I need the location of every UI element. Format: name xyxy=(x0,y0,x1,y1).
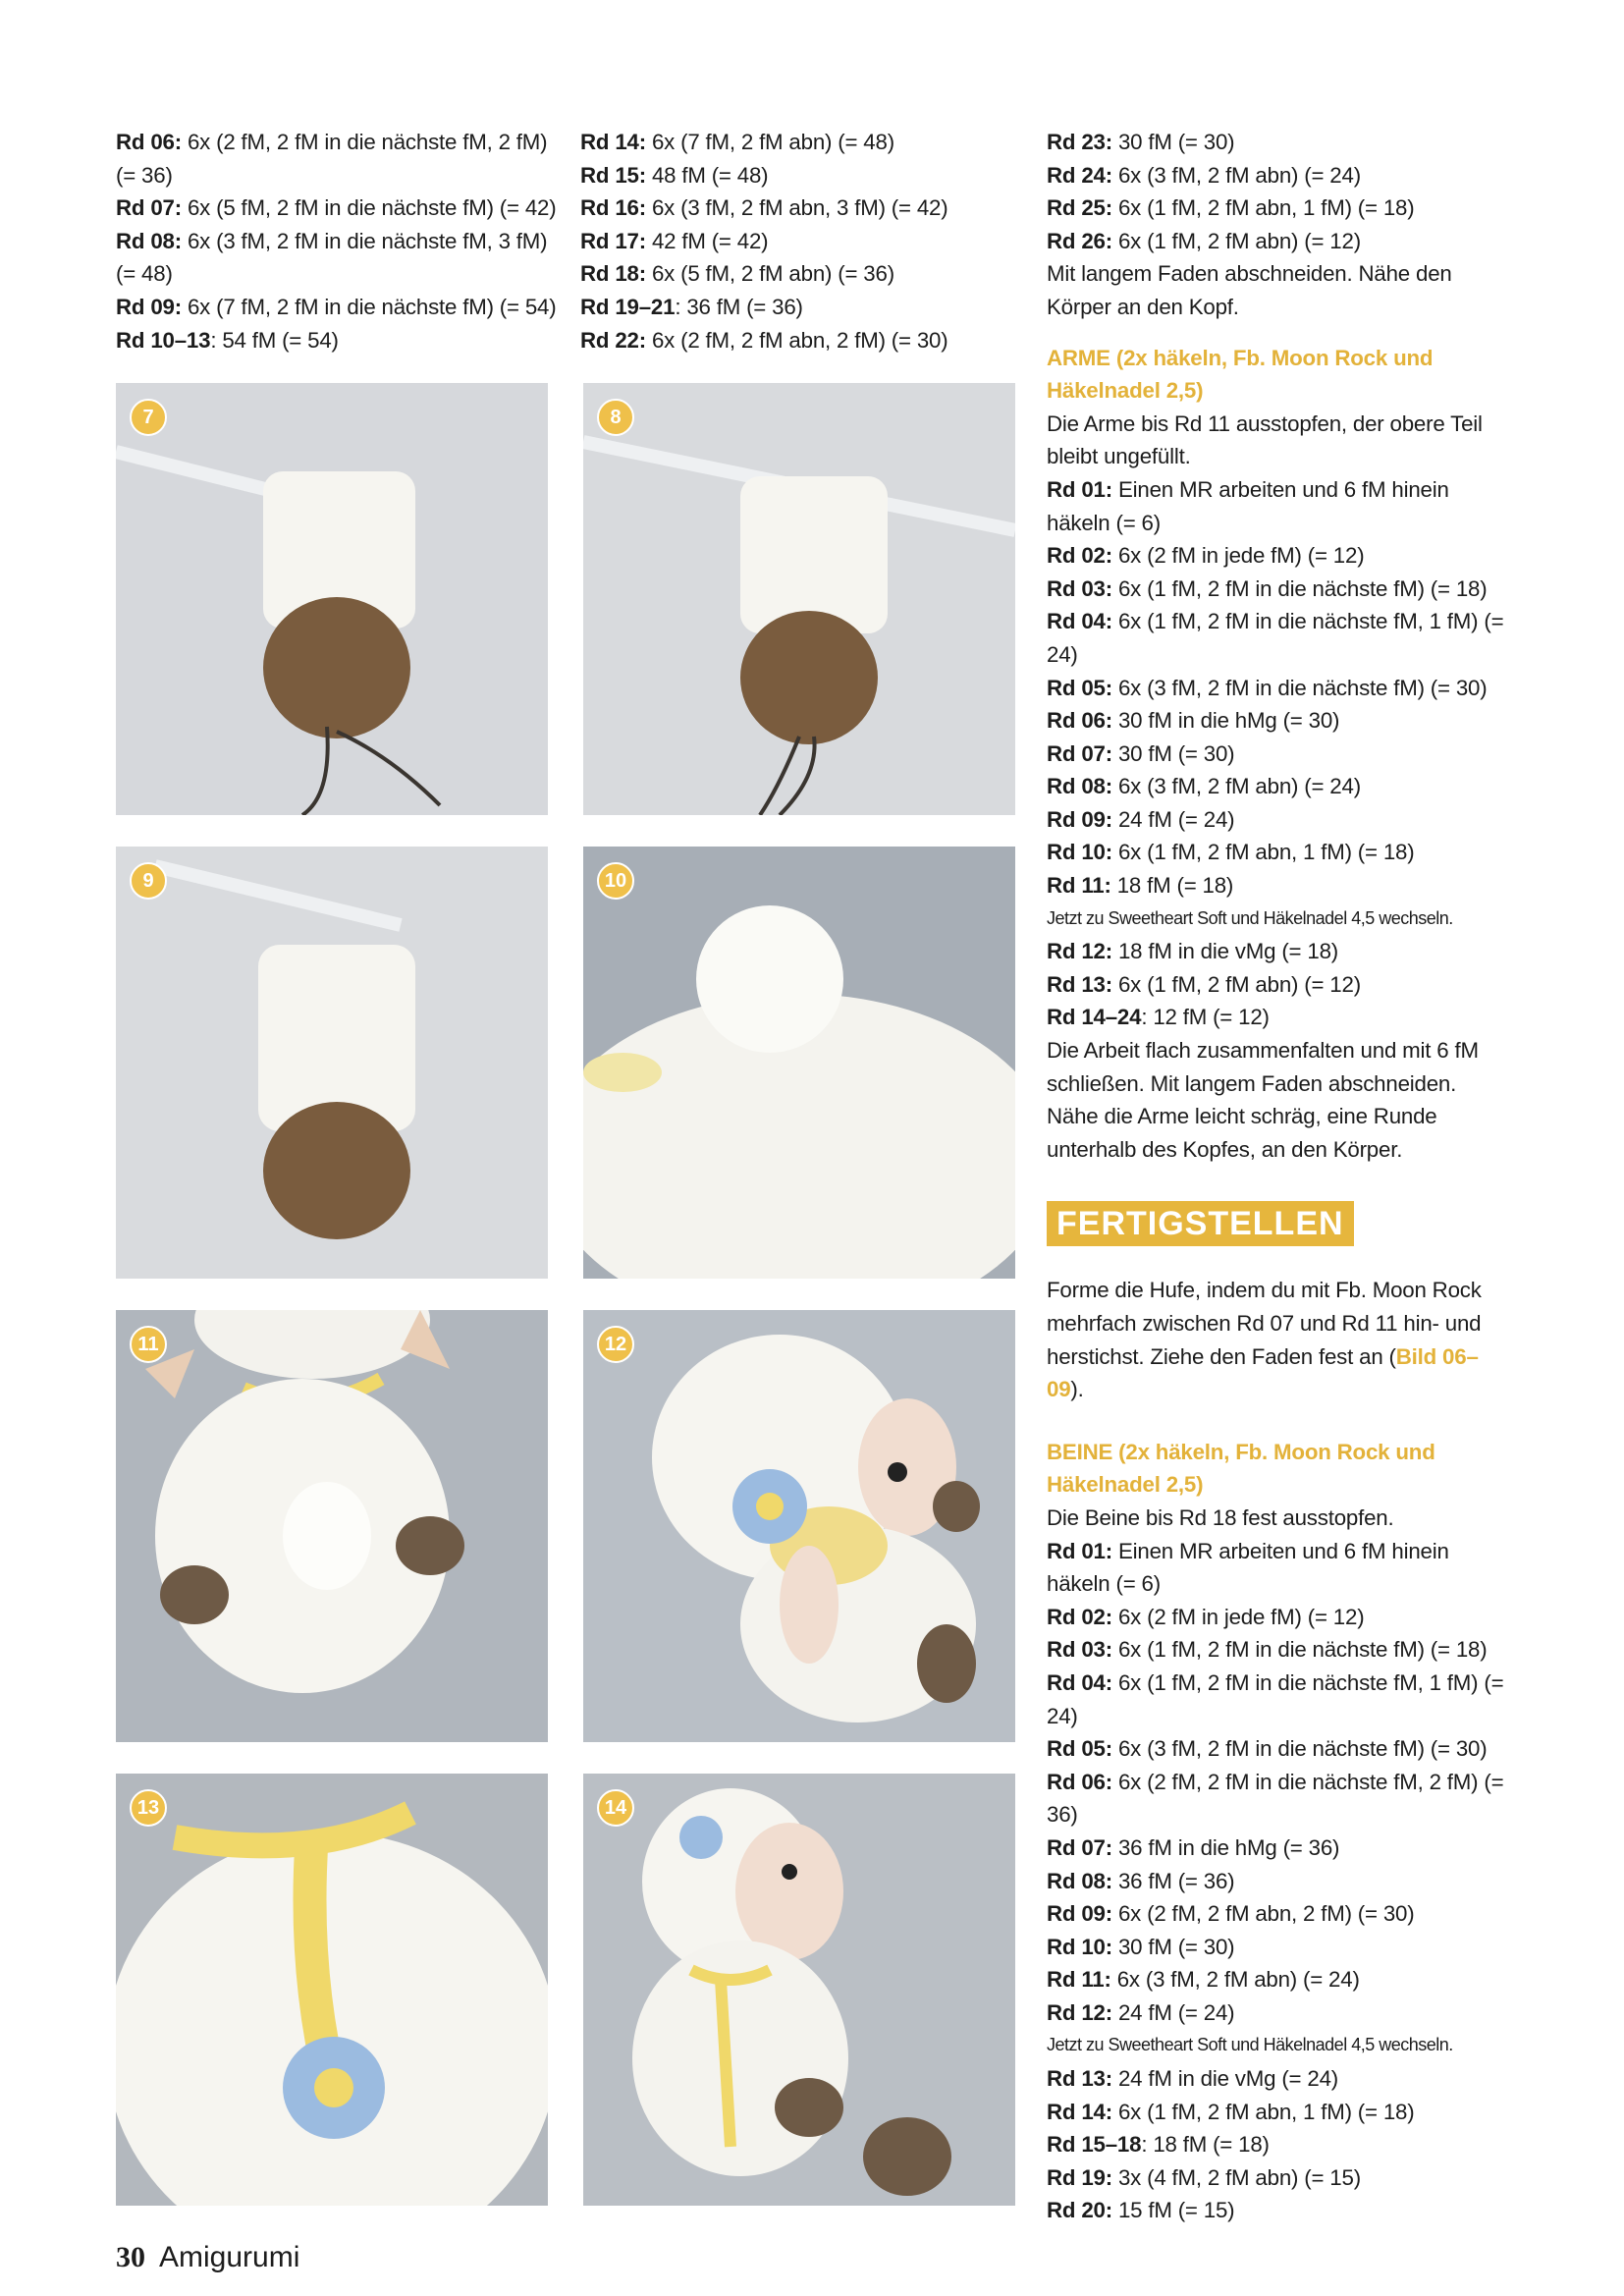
pattern-row xyxy=(1047,935,1508,968)
row-label: Rd 25: xyxy=(1047,195,1112,221)
row-text: 6x (7 fM, 2 fM abn) (= 48) xyxy=(645,130,894,154)
pattern-row xyxy=(1047,1996,1508,2030)
row-text: 6x (2 fM, 2 fM abn, 2 fM) (= 30) xyxy=(1111,1901,1415,1927)
step-badge: 8 xyxy=(597,399,634,436)
arme-switch-note: Jetzt zu Sweetheart Soft und Häkelnadel 4,5 wechseln. xyxy=(1047,907,1453,928)
row-label: Rd 07: xyxy=(1047,1834,1112,1860)
step-badge: 12 xyxy=(597,1326,634,1363)
step-badge: 11 xyxy=(130,1326,167,1363)
row-text: 18 fM in die vMg (= 18) xyxy=(1111,939,1338,964)
row-text: 30 fM (= 30) xyxy=(1111,1934,1235,1959)
step-badge: 13 xyxy=(130,1789,167,1827)
pattern-row xyxy=(1047,1897,1508,1931)
row-text: 6x (2 fM, 2 fM abn, 2 fM) (= 30) xyxy=(645,327,948,353)
section-banner-fertigstellen: FERTIGSTELLEN xyxy=(1047,1201,1354,1246)
photo-step-12 xyxy=(583,1310,1015,1742)
column-left xyxy=(116,126,558,356)
fertig-text-1: Forme die Hufe, indem du mit Fb. Moon Rock mehrfach zwischen Rd 07 und Rd 11 hin- und herstichst. Ziehe den Faden fest an ( xyxy=(1047,1278,1482,1369)
row-text: 6x (3 fM, 2 fM abn) (= 24) xyxy=(1110,1967,1360,1993)
pattern-row xyxy=(1047,1601,1508,1634)
row-label: Rd 09: xyxy=(1047,806,1112,832)
row-label: Rd 23: xyxy=(1047,130,1112,154)
pattern-row xyxy=(1047,2128,1508,2161)
row-label: Rd 05: xyxy=(1047,675,1112,700)
pattern-row xyxy=(1047,257,1508,323)
row-text: 24 fM in die vMg (= 24) xyxy=(1111,2066,1338,2092)
row-label: Rd 06: xyxy=(1047,708,1112,734)
row-text: 48 fM (= 48) xyxy=(645,162,769,188)
row-label: Rd 11: xyxy=(1047,873,1111,899)
step-badge: 7 xyxy=(130,399,167,436)
row-text: 42 fM (= 42) xyxy=(645,228,769,253)
row-label: Rd 09: xyxy=(1047,1901,1112,1927)
step-badge: 14 xyxy=(597,1789,634,1827)
page-number: 30 xyxy=(116,2241,145,2273)
beine-heading xyxy=(1047,1436,1508,1502)
photo-step-14 xyxy=(583,1774,1015,2206)
arme-heading-title: ARME xyxy=(1047,345,1110,370)
pattern-row xyxy=(580,126,1022,159)
column-middle xyxy=(580,126,1022,356)
row-text: 24 fM (= 24) xyxy=(1111,1999,1235,2025)
pattern-row xyxy=(580,159,1022,192)
pattern-row xyxy=(116,324,558,357)
pattern-row xyxy=(1047,539,1508,573)
pattern-row xyxy=(1047,704,1508,738)
row-text: 36 fM in die hMg (= 36) xyxy=(1111,1834,1340,1860)
row-text: 6x (2 fM in jede fM) (= 12) xyxy=(1111,1604,1365,1629)
pattern-row xyxy=(1047,1001,1508,1034)
arme-outro: Die Arbeit flach zusammenfalten und mit 6 fM schließen. Mit langem Faden abschneiden. Nähe die Arme leicht schräg, eine Runde unterhalb des Kopfes, an den Körper. xyxy=(1047,1038,1479,1162)
row-text: Mit langem Faden abschneiden. Nähe den Körper an den Kopf. xyxy=(1047,261,1452,319)
pattern-row xyxy=(580,257,1022,291)
row-label: Rd 03: xyxy=(1047,575,1112,601)
row-text: 30 fM (= 30) xyxy=(1111,130,1235,154)
row-text: 6x (1 fM, 2 fM abn, 1 fM) (= 18) xyxy=(1111,195,1415,221)
photo-step-11 xyxy=(116,1310,548,1742)
row-text: 6x (5 fM, 2 fM in die nächste fM) (= 42) xyxy=(181,195,557,221)
pattern-row xyxy=(1047,1766,1508,1831)
row-text: Einen MR arbeiten und 6 fM hinein häkeln (= 6) xyxy=(1047,1538,1449,1597)
row-text: 18 fM (= 18) xyxy=(1110,873,1234,899)
pattern-row xyxy=(1047,1633,1508,1667)
row-text: 6x (3 fM, 2 fM abn) (= 24) xyxy=(1111,774,1361,799)
row-label: Rd 12: xyxy=(1047,939,1112,964)
photo-step-10 xyxy=(583,847,1015,1279)
row-label: Rd 08: xyxy=(116,228,182,253)
row-text: 6x (1 fM, 2 fM abn) (= 12) xyxy=(1111,228,1361,253)
pattern-row xyxy=(1047,2062,1508,2096)
row-text: 6x (1 fM, 2 fM abn, 1 fM) (= 18) xyxy=(1111,840,1415,865)
row-label: Rd 20: xyxy=(1047,2198,1112,2223)
pattern-row xyxy=(580,191,1022,225)
pattern-row xyxy=(1047,2161,1508,2195)
step-badge: 10 xyxy=(597,862,634,900)
pattern-row xyxy=(1047,1963,1508,1996)
arme-heading xyxy=(1047,342,1508,408)
beine-rows-2 xyxy=(1047,2062,1508,2227)
row-text: 3x (4 fM, 2 fM abn) (= 15) xyxy=(1111,2164,1361,2190)
row-label: Rd 17: xyxy=(580,228,646,253)
page-footer xyxy=(116,2241,299,2274)
pattern-row xyxy=(580,324,1022,357)
row-text: 6x (1 fM, 2 fM in die nächste fM) (= 18) xyxy=(1111,575,1488,601)
magazine-title: Amigurumi xyxy=(159,2241,300,2273)
row-label: Rd 19: xyxy=(1047,2164,1112,2190)
pattern-row xyxy=(1047,1831,1508,1865)
pattern-row xyxy=(1047,1732,1508,1766)
row-text: 24 fM (= 24) xyxy=(1111,806,1235,832)
arme-rows-2 xyxy=(1047,935,1508,1034)
fertig-text xyxy=(1047,1274,1508,1405)
pattern-row xyxy=(116,191,558,225)
row-label: Rd 19–21 xyxy=(580,294,676,319)
row-text: 6x (7 fM, 2 fM in die nächste fM) (= 54) xyxy=(181,294,557,319)
pattern-row xyxy=(1047,605,1508,671)
row-label: Rd 15–18 xyxy=(1047,2132,1142,2158)
pattern-row xyxy=(580,225,1022,258)
row-label: Rd 05: xyxy=(1047,1736,1112,1762)
pattern-row xyxy=(116,126,558,191)
row-label: Rd 04: xyxy=(1047,609,1112,634)
row-label: Rd 12: xyxy=(1047,1999,1112,2025)
row-text: 6x (3 fM, 2 fM in die nächste fM, 3 fM) (= 48) xyxy=(116,228,548,287)
row-label: Rd 14–24 xyxy=(1047,1005,1142,1030)
fertig-text-2: ). xyxy=(1070,1377,1084,1402)
body-rows-end xyxy=(1047,126,1508,324)
pattern-row xyxy=(116,225,558,291)
row-text: 30 fM (= 30) xyxy=(1111,740,1235,766)
row-label: Rd 06: xyxy=(116,130,182,154)
row-text: 30 fM in die hMg (= 30) xyxy=(1111,708,1340,734)
row-label: Rd 07: xyxy=(1047,740,1112,766)
row-text: Einen MR arbeiten und 6 fM hinein häkeln (= 6) xyxy=(1047,476,1449,535)
row-label: Rd 18: xyxy=(580,261,646,287)
arme-heading-sub: (2x häkeln, Fb. Moon Rock und Häkelnadel 2,5) xyxy=(1047,345,1434,404)
pattern-row xyxy=(1047,738,1508,771)
row-label: Rd 14: xyxy=(580,130,646,154)
row-text: 36 fM (= 36) xyxy=(1111,1868,1235,1893)
row-label: Rd 11: xyxy=(1047,1967,1111,1993)
beine-intro: Die Beine bis Rd 18 fest ausstopfen. xyxy=(1047,1504,1394,1530)
row-label: Rd 10–13 xyxy=(116,327,211,353)
photo-step-7 xyxy=(116,383,548,815)
row-label: Rd 10: xyxy=(1047,1934,1112,1959)
pattern-row xyxy=(1047,1535,1508,1601)
pattern-row xyxy=(1047,2096,1508,2129)
beine-heading-title: BEINE xyxy=(1047,1439,1113,1464)
beine-rows xyxy=(1047,1535,1508,2030)
row-label: Rd 26: xyxy=(1047,228,1112,253)
row-label: Rd 15: xyxy=(580,162,646,188)
pattern-row xyxy=(1047,803,1508,837)
photo-step-9 xyxy=(116,847,548,1279)
row-text: 6x (3 fM, 2 fM in die nächste fM) (= 30) xyxy=(1111,1736,1488,1762)
pattern-row xyxy=(1047,1865,1508,1898)
pattern-row xyxy=(1047,191,1508,225)
row-label: Rd 16: xyxy=(580,195,646,221)
pattern-row xyxy=(116,291,558,324)
pattern-row xyxy=(1047,836,1508,869)
photo-step-13 xyxy=(116,1774,548,2206)
row-text: 6x (1 fM, 2 fM in die nächste fM) (= 18) xyxy=(1111,1637,1488,1663)
pattern-row xyxy=(1047,126,1508,159)
pattern-row xyxy=(1047,473,1508,539)
row-label: Rd 03: xyxy=(1047,1637,1112,1663)
pattern-row xyxy=(1047,159,1508,192)
row-label: Rd 14: xyxy=(1047,2099,1112,2124)
row-label: Rd 06: xyxy=(1047,1769,1112,1794)
row-text: 6x (2 fM, 2 fM in die nächste fM, 2 fM) (= 36) xyxy=(1047,1769,1504,1828)
row-label: Rd 07: xyxy=(116,195,182,221)
column-right xyxy=(1047,126,1508,2227)
pattern-row xyxy=(1047,869,1508,902)
arme-intro: Die Arme bis Rd 11 ausstopfen, der obere Teil bleibt ungefüllt. xyxy=(1047,410,1483,469)
row-text: : 18 fM (= 18) xyxy=(1141,2132,1270,2158)
row-text: : 54 fM (= 54) xyxy=(210,327,339,353)
pattern-row xyxy=(1047,770,1508,803)
row-text: 6x (2 fM, 2 fM in die nächste fM, 2 fM) (= 36) xyxy=(116,130,548,188)
beine-switch-note: Jetzt zu Sweetheart Soft und Häkelnadel 4,5 wechseln. xyxy=(1047,2035,1453,2055)
row-text: 6x (5 fM, 2 fM abn) (= 36) xyxy=(645,261,894,287)
row-text: 6x (1 fM, 2 fM abn) (= 12) xyxy=(1111,971,1361,997)
pattern-row xyxy=(580,291,1022,324)
step-badge: 9 xyxy=(130,862,167,900)
row-text: : 12 fM (= 12) xyxy=(1141,1005,1270,1030)
row-text: 6x (3 fM, 2 fM abn, 3 fM) (= 42) xyxy=(645,195,948,221)
row-label: Rd 02: xyxy=(1047,543,1112,569)
pattern-row xyxy=(1047,225,1508,258)
row-text: 6x (1 fM, 2 fM in die nächste fM, 1 fM) (= 24) xyxy=(1047,1669,1504,1728)
row-label: Rd 13: xyxy=(1047,971,1112,997)
row-text: 15 fM (= 15) xyxy=(1111,2198,1235,2223)
arme-rows xyxy=(1047,473,1508,902)
row-text: : 36 fM (= 36) xyxy=(675,294,803,319)
beine-heading-sub: (2x häkeln, Fb. Moon Rock und Häkelnadel 2,5) xyxy=(1047,1439,1435,1498)
pattern-row xyxy=(1047,573,1508,606)
row-text: 6x (3 fM, 2 fM in die nächste fM) (= 30) xyxy=(1111,675,1488,700)
row-label: Rd 01: xyxy=(1047,476,1112,502)
row-label: Rd 09: xyxy=(116,294,182,319)
row-text: 6x (1 fM, 2 fM in die nächste fM, 1 fM) (= 24) xyxy=(1047,609,1504,667)
row-label: Rd 08: xyxy=(1047,1868,1112,1893)
pattern-row xyxy=(1047,1931,1508,1964)
row-label: Rd 13: xyxy=(1047,2066,1112,2092)
pattern-row xyxy=(1047,968,1508,1002)
pattern-row xyxy=(1047,672,1508,705)
row-label: Rd 24: xyxy=(1047,162,1112,188)
row-label: Rd 22: xyxy=(580,327,646,353)
row-text: 6x (3 fM, 2 fM abn) (= 24) xyxy=(1111,162,1361,188)
image-reference: Bild 06–09 xyxy=(1047,1343,1479,1402)
row-label: Rd 10: xyxy=(1047,840,1112,865)
row-text: 6x (1 fM, 2 fM abn, 1 fM) (= 18) xyxy=(1111,2099,1415,2124)
photo-step-8 xyxy=(583,383,1015,815)
row-label: Rd 04: xyxy=(1047,1669,1112,1695)
pattern-row xyxy=(1047,2194,1508,2227)
row-text: 6x (2 fM in jede fM) (= 12) xyxy=(1111,543,1365,569)
pattern-row xyxy=(1047,1667,1508,1732)
row-label: Rd 02: xyxy=(1047,1604,1112,1629)
row-label: Rd 08: xyxy=(1047,774,1112,799)
row-label: Rd 01: xyxy=(1047,1538,1112,1563)
